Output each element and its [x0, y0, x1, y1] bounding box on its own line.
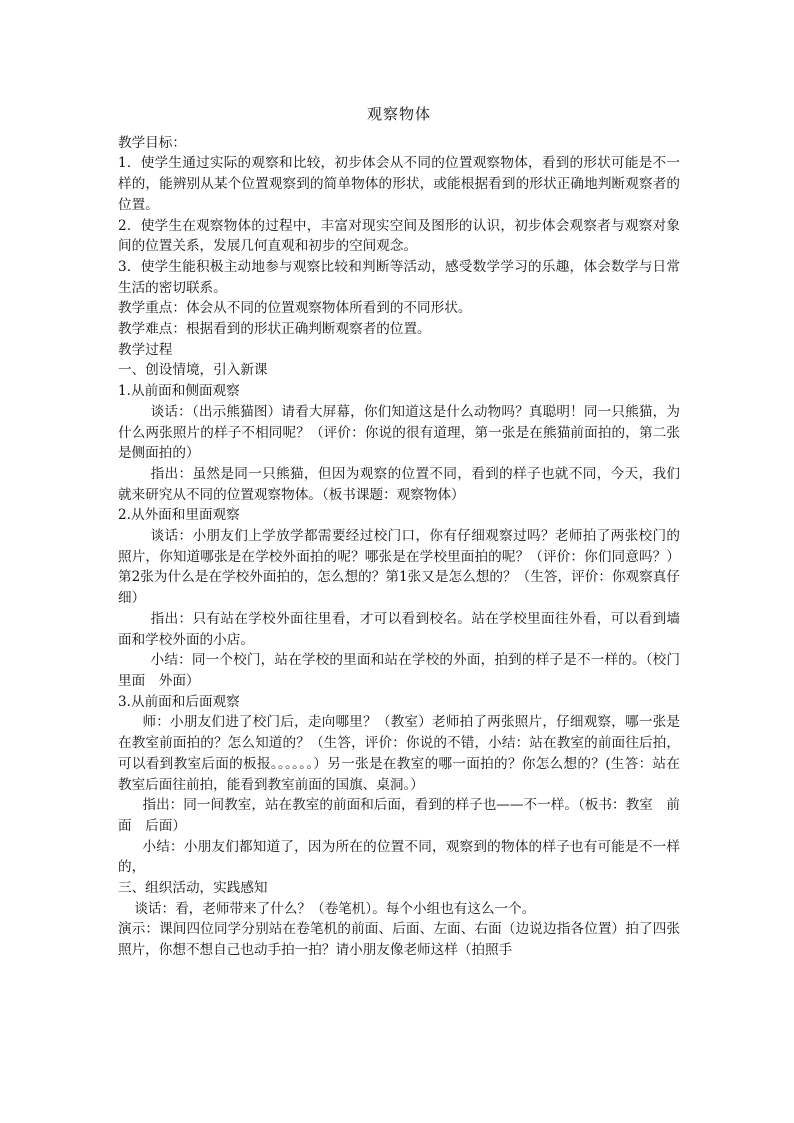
classroom-point: 指出：同一间教室，站在教室的前面和后面，看到的样子也——不一样。（板书：教室 前面 后面） — [118, 797, 680, 834]
subsection-2-heading: 2.从外面和里面观察 — [118, 507, 240, 524]
difficult-point: 教学难点：根据看到的形状正确判断观察者的位置。 — [118, 321, 431, 338]
objective-3: 3．使学生能积极主动地参与观察比较和判断等活动，感受数学学习的乐趣，体会数学与日常生活的密切联系。 — [118, 258, 680, 296]
objectives-heading: 教学目标： — [118, 134, 186, 151]
subsection-1-heading: 1.从前面和侧面观察 — [118, 383, 240, 400]
objective-2: 2．使学生在观察物体的过程中，丰富对现实空间及图形的认识，初步体会观察者与观察对象间的位置关系，发展几何直观和初步的空间观念。 — [118, 217, 680, 255]
subsection-3-heading: 3.从前面和后面观察 — [118, 693, 240, 710]
objective-1: 1．使学生通过实际的观察和比较，初步体会从不同的位置观察物体，看到的形状可能是不一样的，能辨别从某个位置观察到的简单物体的形状，或能根据看到的形状正确地判断观察者的位置。 — [118, 155, 680, 213]
section-3-heading: 三、组织活动，实践感知 — [118, 880, 268, 897]
section-1-heading: 一、创设情境，引入新课 — [118, 362, 268, 379]
gate-talk: 谈话：小朋友们上学放学都需要经过校门口，你有仔细观察过吗？老师拍了两张校门的照片，你知道哪张是在学校外面拍的呢？哪张是在学校里面拍的呢？（评价：你们同意吗？）第2张为什么是在学校外面拍的，怎么想的？第1张又是怎么想的？（生答，评价：你观察真仔细） — [118, 528, 680, 607]
gate-point: 指出：只有站在学校外面往里看，才可以看到校名。站在学校里面往外看，可以看到墙面和学校外面的小店。 — [118, 610, 680, 648]
process-heading: 教学过程 — [118, 341, 173, 358]
classroom-talk: 师：小朋友们进了校门后，走向哪里？（教室）老师拍了两张照片，仔细观察，哪一张是在教室前面拍的？怎么知道的？（生答，评价：你说的不错，小结：站在教室的前面往后拍，可以看到教室后面的板报。。。。。。）另一张是在教室的哪一面拍的？你怎么想的？(生答：站在教室后面往前拍，能看到教室前面的国旗、桌洞。） — [118, 714, 680, 793]
document-page — [118, 104, 694, 961]
key-point: 教学重点：体会从不同的位置观察物体所看到的不同形状。 — [118, 300, 472, 317]
classroom-summary: 小结：小朋友们都知道了，因为所在的位置不同，观察到的物体的样子也有可能是不一样的， — [118, 838, 680, 876]
demo-paragraph: 演示：课间四位同学分别站在卷笔机的前面、后面、左面、右面（边说边指各位置）拍了四张照片，你想不想自己也动手拍一拍？请小朋友像老师这样（拍照手 — [118, 921, 680, 959]
sharpener-talk: 谈话：看，老师带来了什么？（卷笔机）。每个小组也有这么一个。 — [134, 900, 536, 917]
panda-talk: 谈话：（出示熊猫图）请看大屏幕，你们知道这是什么动物吗？真聪明！同一只熊猫，为什么两张照片的样子不相同呢？（评价：你说的很有道理，第一张是在熊猫前面拍的，第二张是侧面拍的） — [118, 403, 680, 462]
gate-summary: 小结：同一个校门，站在学校的里面和站在学校的外面，拍到的样子是不一样的。（校门 里面 外面） — [118, 652, 694, 689]
panda-point: 指出：虽然是同一只熊猫，但因为观察的位置不同，看到的样子也就不同，今天，我们就来研究从不同的位置观察物体。（板书课题：观察物体） — [118, 465, 680, 503]
document-title: 观察物体 — [366, 105, 431, 123]
